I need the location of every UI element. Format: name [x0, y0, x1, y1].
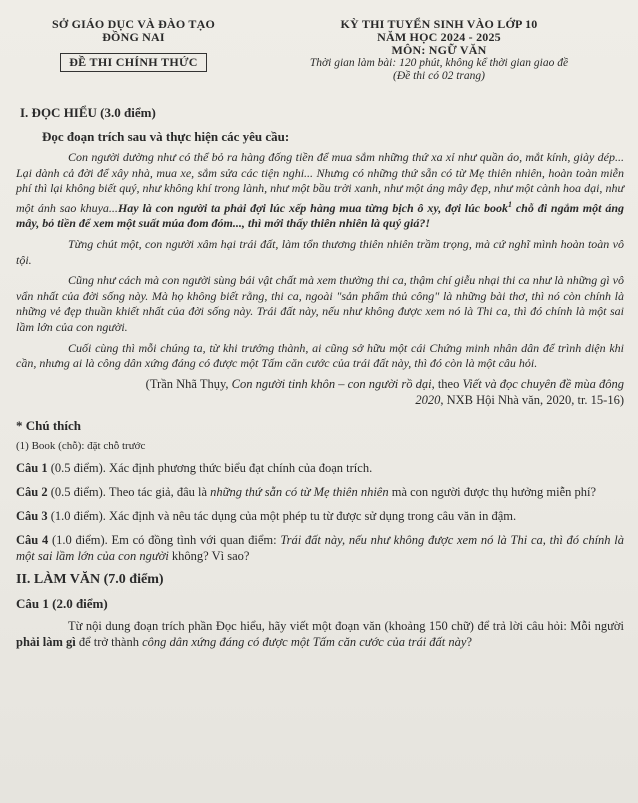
source-publisher: , NXB Hội Nhà văn, 2020, tr. 15-16) [440, 392, 624, 407]
question-4-text-c: không? Vì sao? [168, 548, 250, 563]
question-4-quote: Trái đất này, nếu như không được xem nó là Thi ca, thì đó chính là một sai lầm lớn của con người [16, 532, 624, 563]
question-1-text: (0.5 điểm). Xác định phương thức biểu đạt chính của đoạn trích. [47, 460, 373, 475]
question-2-quote: những thứ sẵn có từ Mẹ thiên nhiên [210, 484, 389, 499]
reading-instruction: Đọc đoạn trích sau và thực hiện các yêu cầu: [42, 129, 290, 144]
writing-task-part-a: Từ nội dung đoạn trích phần Đọc hiểu, hãy viết một đoạn văn (khoảng 150 chữ) để trả lời câu hỏi: Mỗi người [68, 618, 624, 633]
passage-paragraph-3: Cũng như cách mà con người sùng bái vật chất mà xem thường thi ca, thậm chí giễu nhại thi ca như là những gì vô vẩn nhất của đời sống này. Mà họ không biết rằng, thi ca, ngoài "sản phẩm thủ công" là những bài thơ, thì nó còn chính là những vẻ đẹp thuần khiết nhất của đời sống này. Trái đất này, nếu như không được xem nó là Thi ca, thì đó chính là một sai lầm lớn của con người. [16, 273, 624, 334]
department-name: SỞ GIÁO DỤC VÀ ĐÀO TẠO [52, 17, 215, 31]
source-connector: , theo [431, 376, 463, 391]
writing-question-1-title: Câu 1 (2.0 điểm) [16, 595, 108, 611]
province-name: ĐỒNG NAI [102, 30, 165, 44]
header-left [16, 18, 251, 83]
question-1 [16, 460, 624, 476]
bold-sentence-part-2: chỗ đi ngắm một áng mây, bỏ tiền để xem một suất múa đom đóm..., thì mới thấy thiên nhiên là quý giá?! [16, 200, 625, 231]
section-reading-title: I. ĐỌC HIỂU (3.0 điểm) [20, 105, 156, 120]
writing-task-bold: phải làm gì [16, 634, 76, 649]
page-count: (Đề thi có 02 trang) [393, 70, 485, 82]
question-1-label: Câu 1 [16, 460, 48, 475]
header-right [254, 18, 624, 83]
question-4-text-a: (1.0 điểm). Em có đồng tình với quan điểm: [48, 532, 281, 547]
bold-sentence-part-1: Hay là con người ta phải đợi lúc xếp hàng mua từng bịch ô xy, đợi lúc book [117, 200, 508, 215]
writing-task-part-c: để trở thành [75, 634, 143, 649]
source-book-title: Viết và đọc chuyên đề mùa đông 2020 [415, 376, 624, 407]
question-3-text: (1.0 điểm). Xác định và nêu tác dụng của một phép tu từ được sử dụng trong câu văn in đậm. [47, 508, 517, 523]
source-work-title: Con người tinh khôn – con người rồ dại [231, 376, 432, 391]
writing-task-end: ? [466, 634, 473, 649]
question-2-label: Câu 2 [16, 484, 48, 499]
footnote: (1) Book (chỗ): đặt chỗ trước [16, 439, 146, 452]
note-title: * Chú thích [16, 417, 82, 433]
exam-name: KỲ THI TUYỂN SINH VÀO LỚP 10 [340, 17, 538, 31]
exam-header [16, 18, 624, 83]
passage-paragraph-4: Cuối cùng thì mỗi chúng ta, từ khi trưởng thành, ai cũng sở hữu một cái Chứng minh nhân dân để trình diện khi cần, nhưng ai là công dân xứng đáng có được một Tấm căn cước của trái đất này, thì đó còn là một câu hỏi. [16, 340, 624, 371]
school-year: NĂM HỌC 2024 - 2025 [377, 30, 501, 44]
question-4-label: Câu 4 [16, 532, 49, 547]
question-2-text-c: mà con người được thụ hưởng miễn phí? [388, 484, 597, 499]
passage-source [16, 376, 624, 408]
question-2 [16, 484, 624, 500]
subject: MÔN: NGỮ VĂN [391, 43, 487, 57]
passage-paragraph-1 [16, 150, 624, 232]
source-author: (Trần Nhã Thụy, [145, 376, 232, 391]
question-2-text-a: (0.5 điểm). Theo tác giả, đâu là [47, 484, 211, 499]
writing-question-1-text [16, 618, 624, 650]
footnote-marker: 1 [507, 199, 512, 209]
section-writing-title: II. LÀM VĂN (7.0 điểm) [16, 571, 164, 587]
question-3 [16, 508, 624, 524]
passage-paragraph-2: Từng chút một, con người xâm hại trái đất, làm tổn thương thiên nhiên trầm trọng, mà cứ nghĩ mình hoàn toàn vô tội. [16, 236, 624, 267]
time-limit: Thời gian làm bài: 120 phút, không kể thời gian giao đề [309, 57, 569, 69]
passage-p1-text: Con người dường như có thể bỏ ra hàng đống tiền để mua sắm những thứ xa xỉ như quần áo, mắt kính, giày dép... Lại dành cả đời để xây nhà, mua xe, sắm sửa các tiện nghi... Nhưng có những thứ sẵn có từ Mẹ thiên nhiên, hoàn toàn miễn phí thì lại không biết quý, như không khí trong lành, như một bầu trời xanh, như một áng mây đẹp, như một cành hoa dại, như một ánh sao khuya... [16, 150, 624, 215]
question-3-label: Câu 3 [16, 508, 48, 523]
question-4 [16, 532, 624, 564]
writing-task-quote: công dân xứng đáng có được một Tấm căn cước của trái đất này [142, 634, 467, 649]
official-exam-badge: ĐỀ THI CHÍNH THỨC [60, 53, 207, 72]
